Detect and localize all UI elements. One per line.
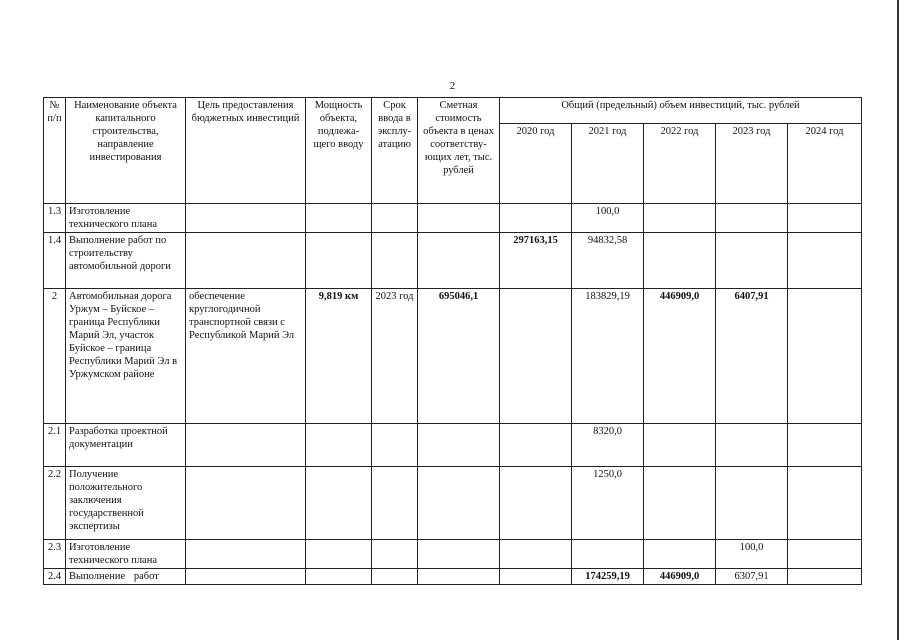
row-num: 2.4 <box>44 569 66 585</box>
row-power <box>306 424 372 467</box>
table-row <box>44 569 862 585</box>
header-num: № п/п <box>44 98 66 204</box>
header-year-2022: 2022 год <box>644 124 716 204</box>
row-goal <box>186 569 306 585</box>
row-2020: 297163,15 <box>500 233 572 289</box>
row-2022: 446909,0 <box>644 289 716 424</box>
row-name: Изготовление технического плана <box>66 204 186 233</box>
row-2024 <box>788 289 862 424</box>
row-term <box>372 540 418 569</box>
header-invest: Общий (предельный) объем инвестиций, тыс. рублей <box>500 98 862 124</box>
header-cost: Сметная стоимость объекта в ценах соответству-ющих лет, тыс. рублей <box>418 98 500 204</box>
row-2023 <box>716 233 788 289</box>
row-2021: 183829,19 <box>572 289 644 424</box>
row-2021: 100,0 <box>572 204 644 233</box>
row-2022 <box>644 204 716 233</box>
row-2023 <box>716 467 788 540</box>
row-2023 <box>716 204 788 233</box>
table-row <box>44 540 862 569</box>
header-year-2023: 2023 год <box>716 124 788 204</box>
row-2020 <box>500 540 572 569</box>
row-2020 <box>500 424 572 467</box>
row-term <box>372 204 418 233</box>
row-cost <box>418 467 500 540</box>
row-term: 2023 год <box>372 289 418 424</box>
row-2024 <box>788 233 862 289</box>
header-year-2020: 2020 год <box>500 124 572 204</box>
row-power <box>306 233 372 289</box>
row-name: Изготовление технического плана <box>66 540 186 569</box>
row-goal <box>186 467 306 540</box>
row-cost <box>418 540 500 569</box>
row-2022 <box>644 467 716 540</box>
row-term <box>372 467 418 540</box>
row-goal <box>186 540 306 569</box>
row-power <box>306 569 372 585</box>
table-row <box>44 289 862 424</box>
row-term <box>372 424 418 467</box>
row-term <box>372 233 418 289</box>
investment-table <box>43 97 862 585</box>
table-row <box>44 467 862 540</box>
row-num: 2.3 <box>44 540 66 569</box>
row-2024 <box>788 424 862 467</box>
row-2021: 174259,19 <box>572 569 644 585</box>
row-goal <box>186 233 306 289</box>
row-2022 <box>644 424 716 467</box>
row-cost <box>418 233 500 289</box>
row-goal <box>186 204 306 233</box>
header-year-2021: 2021 год <box>572 124 644 204</box>
row-name: Автомобильная дорога Уржум – Буйское – граница Республики Марий Эл, участок Буйское – граница Республики Марий Эл в Уржумском районе <box>66 289 186 424</box>
row-power <box>306 204 372 233</box>
row-2023: 6307,91 <box>716 569 788 585</box>
row-num: 2.1 <box>44 424 66 467</box>
row-power <box>306 540 372 569</box>
row-2022 <box>644 540 716 569</box>
row-2021: 94832,58 <box>572 233 644 289</box>
row-2021: 8320,0 <box>572 424 644 467</box>
row-num: 1.3 <box>44 204 66 233</box>
row-term <box>372 569 418 585</box>
row-2024 <box>788 569 862 585</box>
row-name: Выполнение работ <box>66 569 186 585</box>
row-name: Получение положительного заключения государственной экспертизы <box>66 467 186 540</box>
row-2020 <box>500 569 572 585</box>
row-num: 2.2 <box>44 467 66 540</box>
row-2021: 1250,0 <box>572 467 644 540</box>
row-cost: 695046,1 <box>418 289 500 424</box>
row-cost <box>418 424 500 467</box>
row-2024 <box>788 467 862 540</box>
row-goal <box>186 424 306 467</box>
table-row <box>44 233 862 289</box>
row-2023 <box>716 424 788 467</box>
row-goal: обеспечение круглогодичной транспортной связи с Республикой Марий Эл <box>186 289 306 424</box>
row-num: 1.4 <box>44 233 66 289</box>
row-2020 <box>500 204 572 233</box>
table-row <box>44 424 862 467</box>
header-power: Мощность объекта, подлежа-щего вводу <box>306 98 372 204</box>
row-2023: 100,0 <box>716 540 788 569</box>
page-number: 2 <box>449 80 456 92</box>
header-term: Срок ввода в эксплу-атацию <box>372 98 418 204</box>
row-cost <box>418 204 500 233</box>
row-2020 <box>500 467 572 540</box>
row-power: 9,819 км <box>306 289 372 424</box>
row-2022: 446909,0 <box>644 569 716 585</box>
row-num: 2 <box>44 289 66 424</box>
row-2020 <box>500 289 572 424</box>
row-name: Разработка проектной документации <box>66 424 186 467</box>
header-year-2024: 2024 год <box>788 124 862 204</box>
header-goal: Цель предоставления бюджетных инвестиций <box>186 98 306 204</box>
row-2021 <box>572 540 644 569</box>
row-2023: 6407,91 <box>716 289 788 424</box>
row-2024 <box>788 204 862 233</box>
row-cost <box>418 569 500 585</box>
row-name: Выполнение работ по строительству автомобильной дороги <box>66 233 186 289</box>
table-row <box>44 204 862 233</box>
scan-edge-line <box>897 0 899 640</box>
row-2022 <box>644 233 716 289</box>
header-name: Наименование объекта капитального строительства, направление инвестирования <box>66 98 186 204</box>
row-power <box>306 467 372 540</box>
row-2024 <box>788 540 862 569</box>
